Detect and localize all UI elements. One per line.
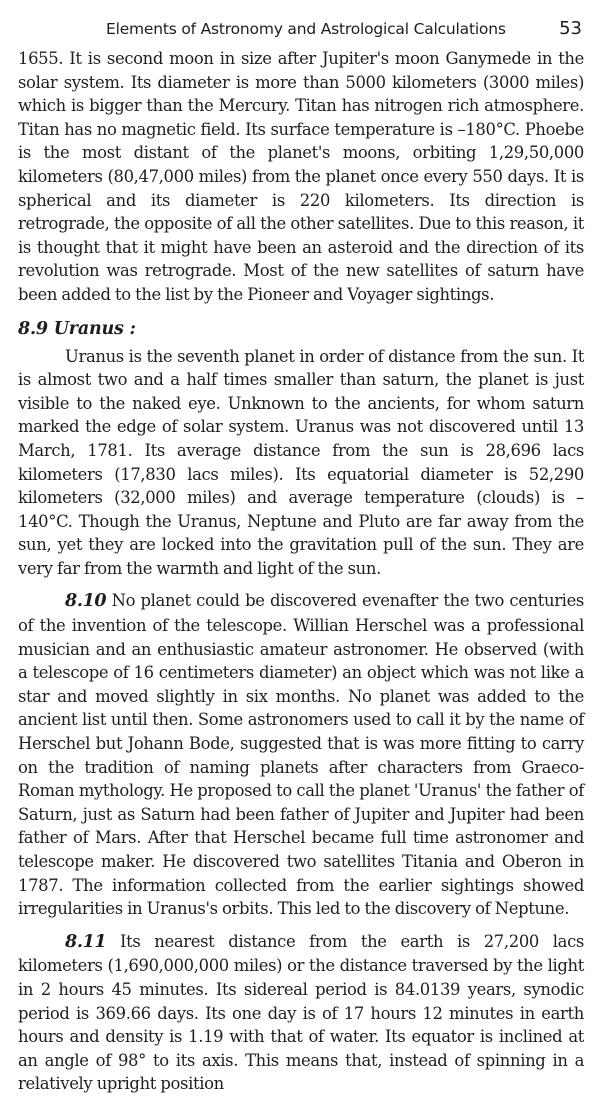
book-page [18,18,584,1096]
running-title: Elements of Astronomy and Astrological Calculations [106,20,506,38]
paragraph-saturn-moons: 1655. It is second moon in size after Jupiter's moon Ganymede in the solar system. Its diameter is more than 5000 kilometers (3000 miles) which is bigger than the Mercury. Titan has nitrogen rich atmosphere. Titan has no magnetic field. Its surface temperature is –180°C. Phoebe is the most distant of the planet's moons, orbiting 1,29,50,000 kilometers (80,47,000 miles) from the planet once every 550 days. It is spherical and its diameter is 220 kilometers. Its direction is retrograde, the opposite of all the other satellites. Due to this reason, it is thought that it might have been an asteroid and the direction of its revolution was retrograde. Most of the new satellites of saturn have been added to the list by the Pioneer and Voyager sightings. [18,49,584,304]
page-header [18,18,584,39]
page-number: 53 [559,18,582,39]
paragraph-number: 8.10 [65,591,107,612]
paragraph-uranus-intro: Uranus is the seventh planet in order of distance from the sun. It is almost two and a half times smaller than saturn, the planet is just visible to the naked eye. Unknown to the ancients, for whom saturn marked the edge of solar system. Uranus was not discovered until 13 March, 1781. Its average distance from the sun is 28,696 lacs kilometers (17,830 lacs miles). Its equatorial diameter is 52,290 kilometers (32,000 miles) and average temperature (clouds) is – 140°C. Though the Uranus, Neptune and Pluto are far away from the sun, yet they are locked into the gravitation pull of the sun. They are very far from the warmth and light of the sun. [18,346,584,578]
paragraph-text: Its nearest distance from the earth is 27,200 lacs kilometers (1,690,000,000 miles) or the distance traversed by the light in 2 hours 45 minutes. Its sidereal period is 84.0139 years, synodic period is 369.66 days. Its one day is of 17 hours 12 minutes in earth hours and density is 1.19 with that of water. Its equator is inclined at an angle of 98° to its axis. This means that, instead of spinning in a relatively upright position [18,931,584,1094]
paragraph-8-10 [18,589,584,920]
paragraph-number: 8.11 [65,931,107,952]
paragraph-text: No planet could be discovered evenafter the two centuries of the invention of the telescope. Willian Herschel was a professional musician and an enthusiastic amateur astronomer. He observed (with a telescope of 16 centimeters diameter) an object which was not like a star and moved slightly in six months. No planet was added to the ancient list until then. Some astronomers used to call it by the name of Herschel but Johann Bode, suggested that is was more fitting to carry on the tradition of naming planets after characters from Graeco-Roman mythology. He proposed to call the planet 'Uranus' the father of Saturn, just as Saturn had been father of Jupiter and Jupiter had been father of Mars. After that Herschel became full time astronomer and telescope maker. He discovered two satellites Titania and Oberon in 1787. The information collected from the earlier sightings showed irregularities in Uranus's orbits. This led to the discovery of Neptune. [18,591,584,919]
section-heading-uranus: 8.9 Uranus : [18,318,136,339]
paragraph-8-11 [18,930,584,1096]
